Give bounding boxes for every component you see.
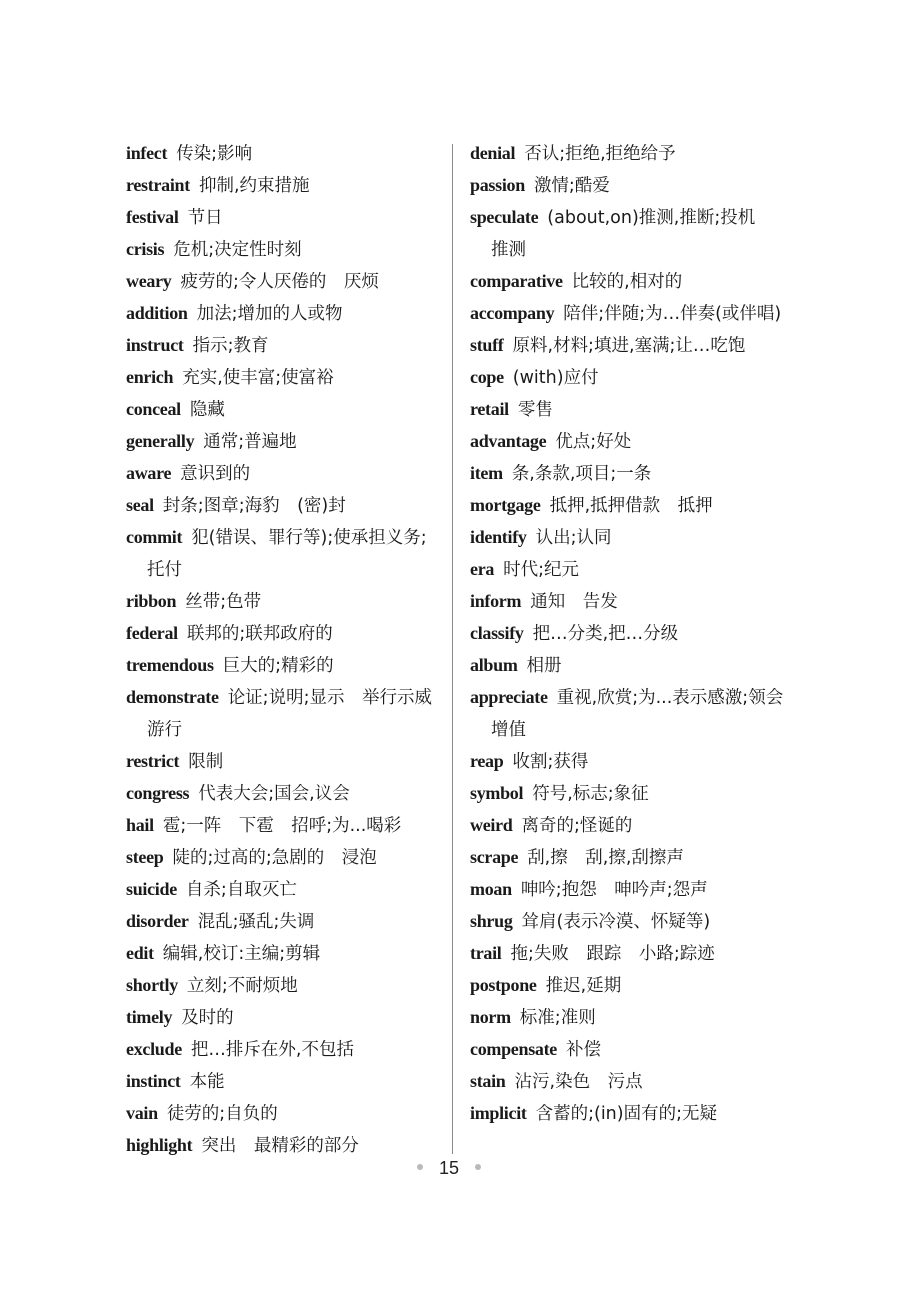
vocab-entry: [126, 522, 438, 586]
vocab-entry: [126, 586, 438, 618]
vocab-entry: [126, 394, 438, 426]
vocab-word: moan: [470, 879, 512, 899]
vocab-word: appreciate: [470, 687, 548, 707]
vocab-entry: [470, 522, 785, 554]
vocab-entry: [470, 1034, 785, 1066]
vocab-word: exclude: [126, 1039, 182, 1059]
vocab-definition: 危机;决定性时刻: [173, 240, 302, 260]
vocab-word: suicide: [126, 879, 177, 899]
vocab-definition: 激情;酷爱: [533, 176, 610, 196]
vocab-entry: [126, 170, 438, 202]
vocab-entry: [470, 170, 785, 202]
vocab-entry: [470, 202, 785, 266]
vocab-entry: [470, 298, 785, 330]
vocab-definition: (with)应付: [512, 368, 599, 388]
vocab-word: crisis: [126, 239, 165, 259]
vocab-word: infect: [126, 143, 168, 163]
vocab-definition: 联邦的;联邦政府的: [186, 624, 333, 644]
vocab-word: festival: [126, 207, 179, 227]
vocab-definition: 离奇的;怪诞的: [521, 816, 633, 836]
vocab-entry: [126, 1002, 438, 1034]
left-vocabulary-column: [126, 138, 438, 1162]
vocab-entry: [126, 970, 438, 1002]
vocab-definition: 意识到的: [180, 464, 251, 484]
vocab-definition: 巨大的;精彩的: [222, 656, 334, 676]
vocab-entry: [126, 330, 438, 362]
vocab-entry: [470, 746, 785, 778]
vocab-definition: 否认;拒绝,拒绝给予: [524, 144, 676, 164]
vocab-word: edit: [126, 943, 154, 963]
vocab-entry: [126, 266, 438, 298]
vocab-word: speculate: [470, 207, 539, 227]
vocab-word: classify: [470, 623, 524, 643]
vocab-word: stuff: [470, 335, 504, 355]
vocab-entry: [126, 1034, 438, 1066]
vocab-entry: [470, 1002, 785, 1034]
vocab-definition: 把…分类,把…分级: [532, 624, 679, 644]
vocab-word: compensate: [470, 1039, 557, 1059]
vocab-definition: 把…排斥在外,不包括: [190, 1040, 354, 1060]
vocab-entry: [126, 618, 438, 650]
vocab-word: disorder: [126, 911, 189, 931]
vocab-definition: 条,条款,项目;一条: [511, 464, 652, 484]
vocab-entry: [126, 778, 438, 810]
vocab-entry: [126, 362, 438, 394]
vocab-word: symbol: [470, 783, 524, 803]
vocab-word: restraint: [126, 175, 190, 195]
vocab-entry: [126, 906, 438, 938]
vocab-word: conceal: [126, 399, 181, 419]
vocab-word: instinct: [126, 1071, 181, 1091]
vocab-entry: [126, 298, 438, 330]
vocab-entry: [470, 906, 785, 938]
vocab-entry: [470, 1098, 785, 1130]
vocab-definition: 疲劳的;令人厌倦的 厌烦: [180, 272, 379, 292]
vocab-definition: 相册: [526, 656, 562, 676]
vocab-word: instruct: [126, 335, 184, 355]
vocab-word: inform: [470, 591, 522, 611]
vocab-definition: 抑制,约束措施: [198, 176, 310, 196]
vocab-entry: [126, 490, 438, 522]
vocab-definition: 雹;一阵 下雹 招呼;为...喝彩: [162, 816, 402, 836]
vocab-word: implicit: [470, 1103, 527, 1123]
vocab-word: commit: [126, 527, 183, 547]
vocab-definition: 原料,材料;填进,塞满;让…吃饱: [512, 336, 746, 356]
vocab-definition: 推迟,延期: [545, 976, 622, 996]
vocab-word: scrape: [470, 847, 519, 867]
vocab-word: demonstrate: [126, 687, 219, 707]
vocab-definition: 补偿: [565, 1040, 601, 1060]
vocab-entry: [470, 842, 785, 874]
vocab-definition: 编辑,校订:主编;剪辑: [162, 944, 321, 964]
vocab-entry: [126, 138, 438, 170]
vocab-word: steep: [126, 847, 164, 867]
vocab-entry: [470, 554, 785, 586]
page-footer: [0, 1158, 898, 1179]
vocab-entry: [470, 426, 785, 458]
vocab-definition: 自杀;自取灭亡: [185, 880, 297, 900]
vocab-word: cope: [470, 367, 504, 387]
vocab-definition: 零售: [517, 400, 553, 420]
vocab-entry: [470, 778, 785, 810]
vocab-definition: 充实,使丰富;使富裕: [182, 368, 334, 388]
footer-dot-right: [475, 1164, 481, 1170]
vocab-word: album: [470, 655, 518, 675]
vocab-entry: [470, 490, 785, 522]
vocab-definition: 突出 最精彩的部分: [201, 1136, 359, 1156]
vocab-entry: [126, 842, 438, 874]
vocab-word: mortgage: [470, 495, 541, 515]
vocab-word: tremendous: [126, 655, 214, 675]
vocab-definition: 及时的: [181, 1008, 234, 1028]
vocab-entry: [470, 970, 785, 1002]
vocab-entry: [470, 458, 785, 490]
vocab-definition: 收割;获得: [512, 752, 589, 772]
vocab-entry: [470, 1066, 785, 1098]
vocab-definition: 混乱;骚乱;失调: [197, 912, 315, 932]
vocab-entry: [470, 266, 785, 298]
vocab-definition: 指示;教育: [192, 336, 269, 356]
vocab-entry: [470, 362, 785, 394]
vocab-entry: [126, 938, 438, 970]
vocab-word: advantage: [470, 431, 547, 451]
vocab-definition: 陡的;过高的;急剧的 浸泡: [172, 848, 377, 868]
vocab-entry: [126, 234, 438, 266]
vocab-definition: 呻吟;抱怨 呻吟声;怨声: [520, 880, 708, 900]
vocab-definition: 本能: [189, 1072, 225, 1092]
vocab-definition: 沾污,染色 污点: [514, 1072, 643, 1092]
vocab-word: item: [470, 463, 503, 483]
vocab-definition: 隐藏: [189, 400, 225, 420]
vocab-word: weary: [126, 271, 172, 291]
vocab-definition: 符号,标志;象征: [532, 784, 649, 804]
vocab-word: timely: [126, 1007, 173, 1027]
vocab-word: highlight: [126, 1135, 193, 1155]
vocab-entry: [470, 330, 785, 362]
vocab-definition: 犯(错误、罪行等);使承担义务;托付: [147, 528, 427, 580]
vocab-word: norm: [470, 1007, 511, 1027]
vocab-word: weird: [470, 815, 513, 835]
vocab-word: ribbon: [126, 591, 177, 611]
vocab-entry: [470, 618, 785, 650]
vocab-word: comparative: [470, 271, 563, 291]
vocab-word: restrict: [126, 751, 180, 771]
vocab-word: shrug: [470, 911, 513, 931]
vocab-definition: 耸肩(表示冷漠、怀疑等): [521, 912, 711, 932]
vocab-definition: 陪伴;伴随;为…伴奏(或伴唱): [563, 304, 782, 324]
vocab-word: addition: [126, 303, 188, 323]
vocab-entry: [126, 810, 438, 842]
vocab-word: enrich: [126, 367, 174, 387]
vocab-word: accompany: [470, 303, 555, 323]
vocab-definition: 丝带;色带: [185, 592, 262, 612]
vocab-entry: [126, 1066, 438, 1098]
vocab-definition: 比较的,相对的: [571, 272, 683, 292]
vocab-word: identify: [470, 527, 527, 547]
vocab-definition: 认出;认同: [535, 528, 612, 548]
footer-dot-left: [417, 1164, 423, 1170]
vocab-word: postpone: [470, 975, 537, 995]
vocab-word: reap: [470, 751, 504, 771]
vocab-definition: 含蓄的;(in)固有的;无疑: [535, 1104, 717, 1124]
vocab-word: vain: [126, 1103, 158, 1123]
vocab-entry: [470, 874, 785, 906]
vocab-definition: 限制: [188, 752, 224, 772]
vocab-definition: 标准;准则: [519, 1008, 596, 1028]
vocab-word: seal: [126, 495, 154, 515]
vocab-definition: 代表大会;国会,议会: [198, 784, 350, 804]
vocab-definition: 重视,欣赏;为...表示感激;领会 增值: [491, 688, 801, 740]
page-number: 15: [438, 1158, 460, 1178]
vocab-entry: [126, 202, 438, 234]
vocab-entry: [126, 874, 438, 906]
vocab-definition: 通常;普遍地: [203, 432, 297, 452]
vocab-definition: 传染;影响: [176, 144, 253, 164]
vocab-definition: 优点;好处: [555, 432, 632, 452]
vocab-word: aware: [126, 463, 172, 483]
vocab-entry: [126, 650, 438, 682]
vocab-entry: [470, 810, 785, 842]
vocab-word: trail: [470, 943, 502, 963]
vocab-word: federal: [126, 623, 178, 643]
vocab-entry: [126, 426, 438, 458]
vocab-definition: 刮,擦 刮,擦,刮擦声: [527, 848, 684, 868]
vocab-definition: 抵押,抵押借款 抵押: [549, 496, 713, 516]
vocab-definition: 加法;增加的人或物: [196, 304, 343, 324]
right-vocabulary-column: [470, 138, 801, 1130]
vocab-word: generally: [126, 431, 195, 451]
vocab-word: hail: [126, 815, 154, 835]
vocab-word: shortly: [126, 975, 178, 995]
vocab-entry: [470, 650, 785, 682]
column-divider: [452, 144, 453, 1154]
vocab-entry: [126, 682, 438, 746]
vocab-word: congress: [126, 783, 190, 803]
vocab-definition: 封条;图章;海豹 (密)封: [162, 496, 346, 516]
vocab-word: denial: [470, 143, 516, 163]
vocab-entry: [470, 938, 785, 970]
vocab-word: era: [470, 559, 495, 579]
vocab-definition: (about,on)推测,推断;投机 推测: [491, 208, 773, 260]
vocab-entry: [126, 458, 438, 490]
vocab-entry: [470, 394, 785, 426]
vocab-word: stain: [470, 1071, 506, 1091]
vocab-entry: [470, 682, 801, 746]
vocab-definition: 节日: [187, 208, 223, 228]
vocab-definition: 立刻;不耐烦地: [186, 976, 298, 996]
vocab-word: retail: [470, 399, 509, 419]
vocab-word: passion: [470, 175, 525, 195]
vocab-definition: 通知 告发: [530, 592, 618, 612]
vocab-entry: [470, 138, 785, 170]
vocab-entry: [126, 1098, 438, 1130]
vocab-definition: 徒劳的;自负的: [166, 1104, 278, 1124]
vocab-definition: 时代;纪元: [503, 560, 579, 580]
vocab-entry: [126, 746, 438, 778]
vocab-entry: [470, 586, 785, 618]
vocab-definition: 拖;失败 跟踪 小路;踪迹: [510, 944, 715, 964]
vocab-definition: 论证;说明;显示 举行示威游行: [147, 688, 432, 740]
